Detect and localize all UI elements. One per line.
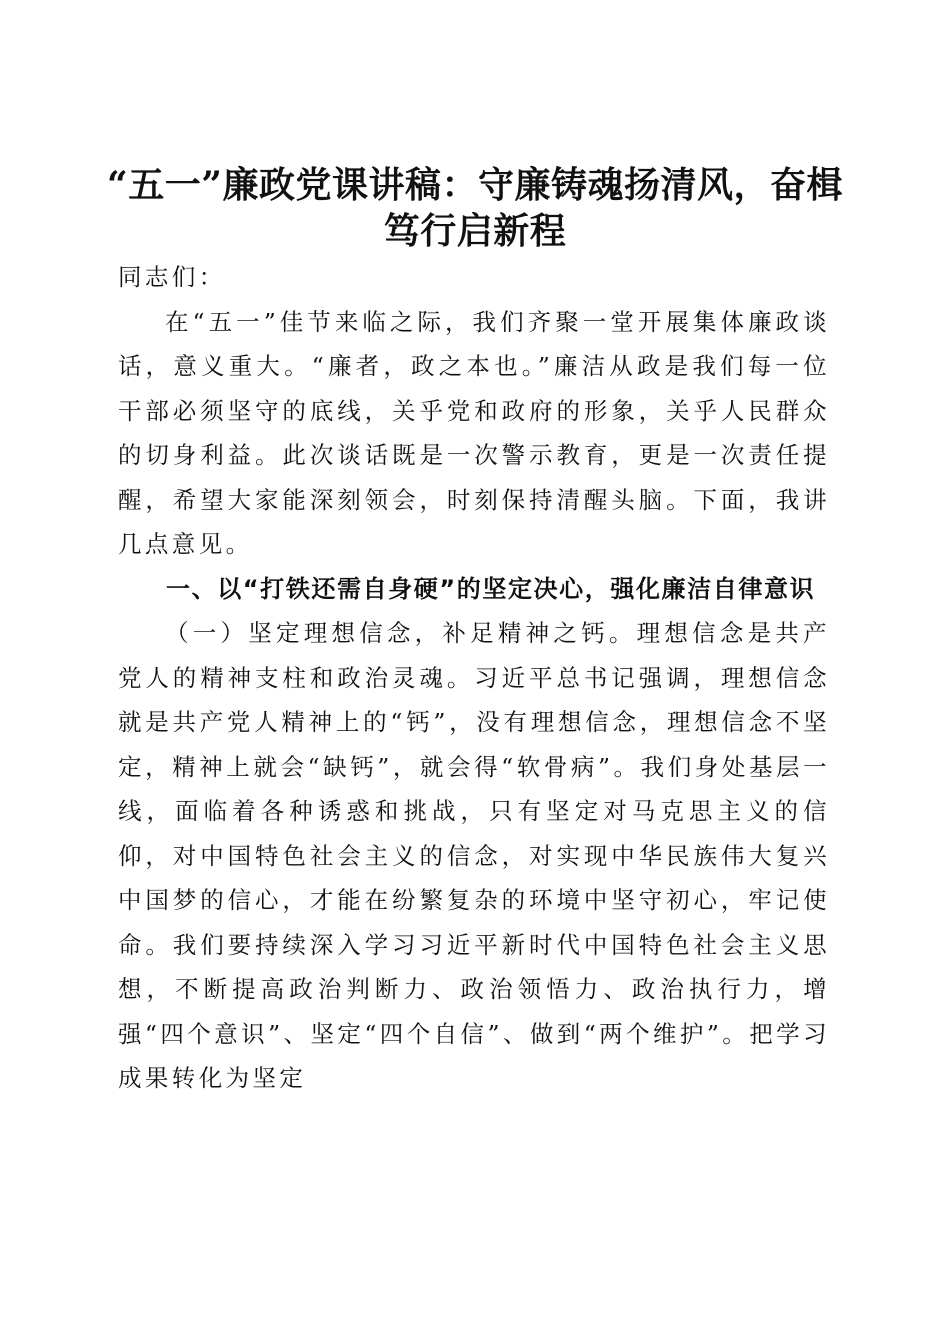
salutation: 同志们：: [118, 263, 226, 291]
document-body: [118, 255, 830, 1101]
document-title: “五一”廉政党课讲稿：守廉铸魂扬清风，奋楫笃行启新程: [107, 164, 843, 253]
section-paragraph-1: （一）坚定理想信念，补足精神之钙。理想信念是共产党人的精神支柱和政治灵魂。习近平总书记强调，理想信念就是共产党人精神上的“钙”，没有理想信念，理想信念不坚定，精神上就会“缺钙”，就会得“软骨病”。我们身处基层一线，面临着各种诱惑和挑战，只有坚定对马克思主义的信仰，对中国特色社会主义的信念，对实现中华民族伟大复兴中国梦的信心，才能在纷繁复杂的环境中坚守初心，牢记使命。我们要持续深入学习习近平新时代中国特色社会主义思想，不断提高政治判断力、政治领悟力、政治执行力，增强“四个意识”、坚定“四个自信”、做到“两个维护”。把学习成果转化为坚定: [118, 619, 830, 1092]
intro-paragraph: 在“五一”佳节来临之际，我们齐聚一堂开展集体廉政谈话，意义重大。“廉者，政之本也。”廉洁从政是我们每一位干部必须坚守的底线，关乎党和政府的形象，关乎人民群众的切身利益。此次谈话既是一次警示教育，更是一次责任提醒，希望大家能深刻领会，时刻保持清醒头脑。下面，我讲几点意见。: [118, 307, 830, 558]
section-heading-1: 一、以“打铁还需自身硬”的坚定决心，强化廉洁自律意识: [166, 574, 816, 603]
